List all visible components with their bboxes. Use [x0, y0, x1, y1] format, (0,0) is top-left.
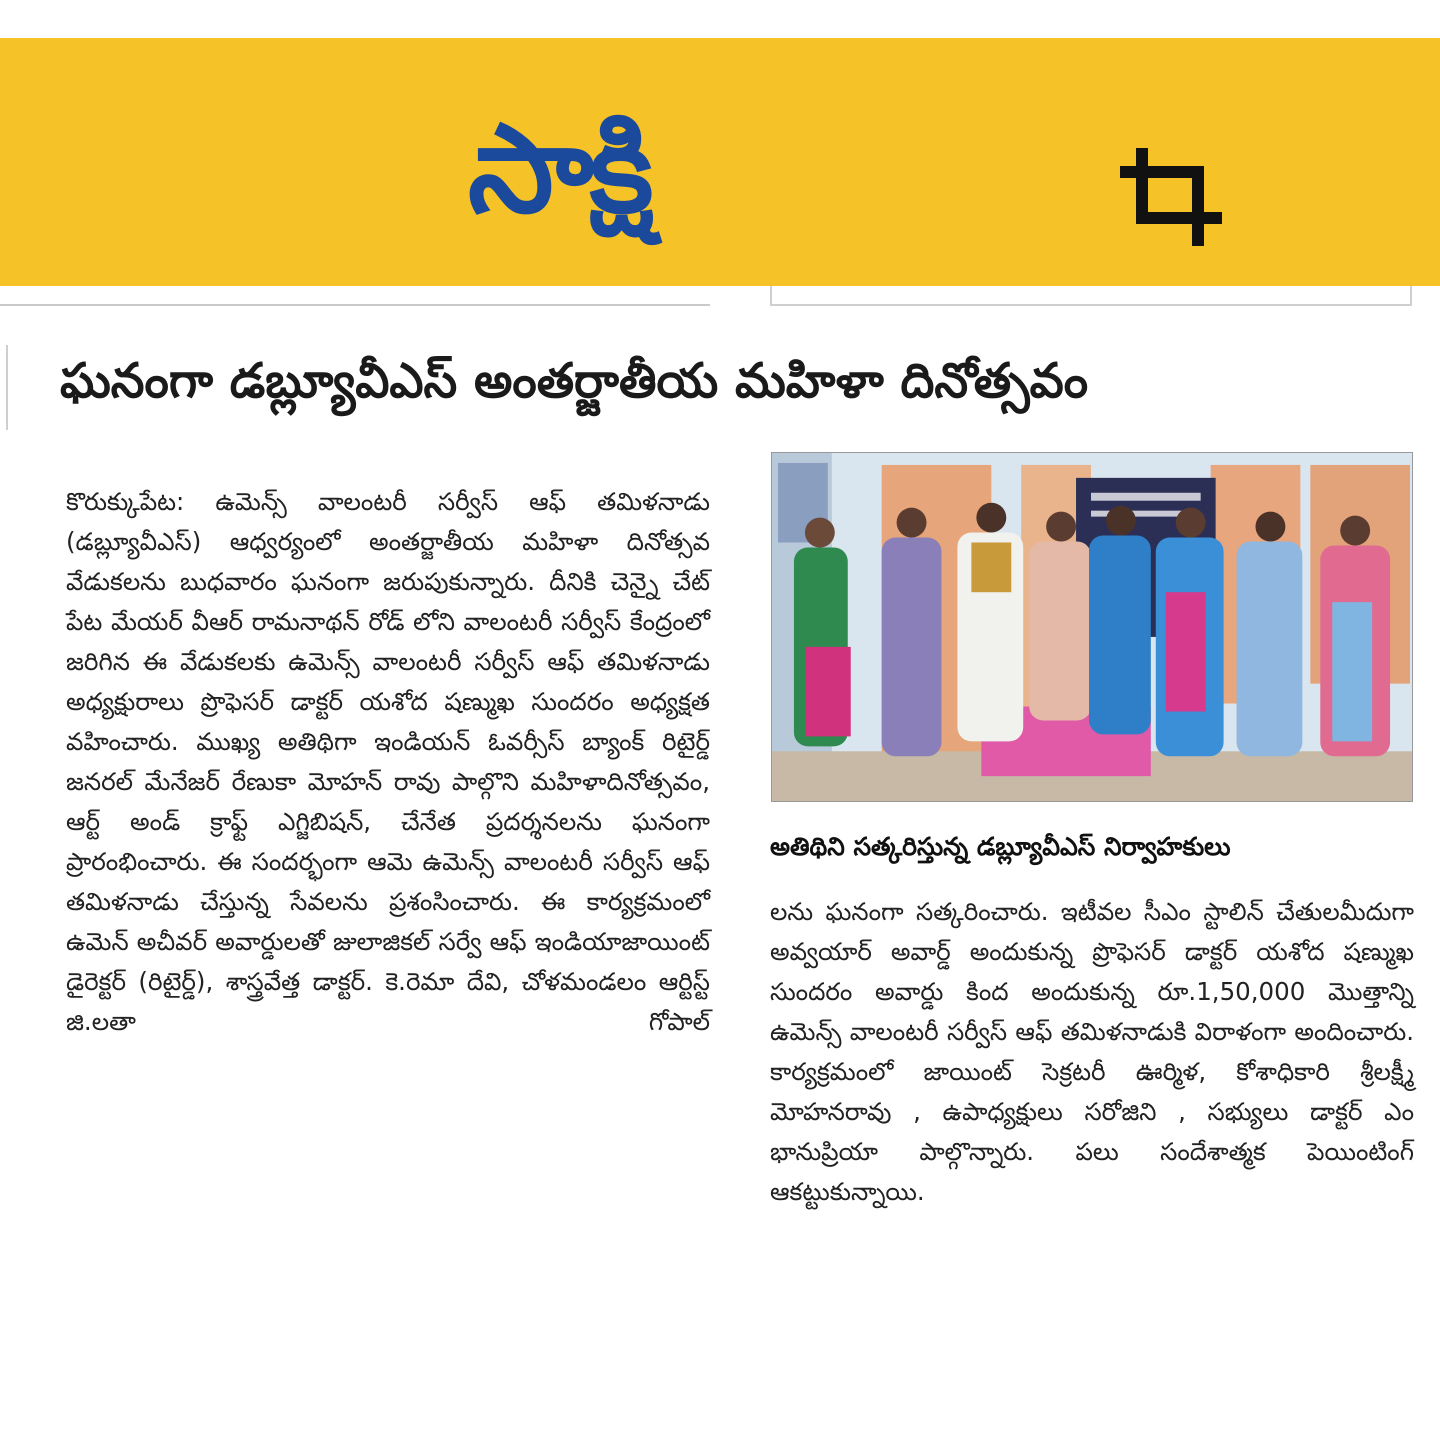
- article-body-left: కొరుక్కుపేట: ఉమెన్స్ వాలంటరీ సర్వీస్ ఆఫ్ తమిళనాడు (డబ్ల్యూవీఎస్) ఆధ్వర్యంలో అంతర్జాతీయ మహిళా దినోత్సవ వేడుకలను బుధవారం ఘనంగా జరుపుకున్నారు. దీనికి చెన్నై చేట్ పేట మేయర్ వీఆర్ రామనాథన్ రోడ్ లోని వాలంటరీ సర్వీస్ కేంద్రంలో జరిగిన ఈ వేడుకలకు ఉమెన్స్ వాలంటరీ సర్వీస్ ఆఫ్ తమిళనాడు అధ్యక్షురాలు ప్రొఫెసర్ డాక్టర్ యశోద షణ్ముఖ సుందరం అధ్యక్షత వహించారు. ముఖ్య అతిథిగా ఇండియన్ ఓవర్సీస్ బ్యాంక్ రిటైర్డ్ జనరల్ మేనేజర్ రేణుకా మోహన్ రావు పాల్గొని మహిళాదినోత్సవం, ఆర్ట్ అండ్ క్రాఫ్ట్ ఎగ్జిబిషన్, చేనేత ప్రదర్శనలను ఘనంగా ప్రారంభించారు. ఈ సందర్భంగా ఆమె ఉమెన్స్ వాలంటరీ సర్వీస్ ఆఫ్ తమిళనాడు చేస్తున్న సేవలను ప్రశంసించారు. ఈ కార్యక్రమంలో ఉమెన్ అచీవర్ అవార్డులతో జులాజికల్ సర్వే ఆఫ్ ఇండియాజాయింట్ డైరెక్టర్ (రిటైర్డ్), శాస్త్రవేత్త డాక్టర్. కె.రెమా దేవి, చోళమండలం ఆర్టిస్ట్ జి.లతా గోపాల్: [66, 487, 710, 1036]
- article-photo: [771, 452, 1413, 802]
- article-headline: ఘనంగా డబ్ల్యూవీఎస్ అంతర్జాతీయ మహిళా దినోత్సవం: [60, 353, 1089, 409]
- divider-box: [770, 286, 1412, 306]
- masthead-title: సాక్షి: [468, 98, 650, 240]
- divider-line: [0, 304, 710, 306]
- crop-icon[interactable]: [1120, 146, 1230, 246]
- photo-caption: అతిథిని సత్కరిస్తున్న డబ్ల్యూవీఎస్ నిర్వాహకులు: [770, 832, 1231, 861]
- masthead: [0, 38, 1440, 286]
- margin-rule: [6, 345, 8, 430]
- article-body-right: లను ఘనంగా సత్కరించారు. ఇటీవల సీఎం స్టాలిన్ చేతులమీదుగా అవ్వయార్ అవార్డ్ అందుకున్న ప్రొఫెసర్ డాక్టర్ యశోద షణ్ముఖ సుందరం అవార్డు కింద అందుకున్న రూ.1,50,000 మొత్తాన్ని ఉమెన్స్ వాలంటరీ సర్వీస్ ఆఫ్ తమిళనాడుకి విరాళంగా అందించారు. కార్యక్రమంలో జాయింట్ సెక్రటరీ ఊర్మిళ, కోశాధికారి శ్రీలక్ష్మీ మోహనరావు , ఉపాధ్యక్షులు సరోజిని , సభ్యులు డాక్టర్ ఎం భానుప్రియా పాల్గొన్నారు. పలు సందేశాత్మక పెయింటింగ్ ఆకట్టుకున్నాయి.: [770, 897, 1414, 1206]
